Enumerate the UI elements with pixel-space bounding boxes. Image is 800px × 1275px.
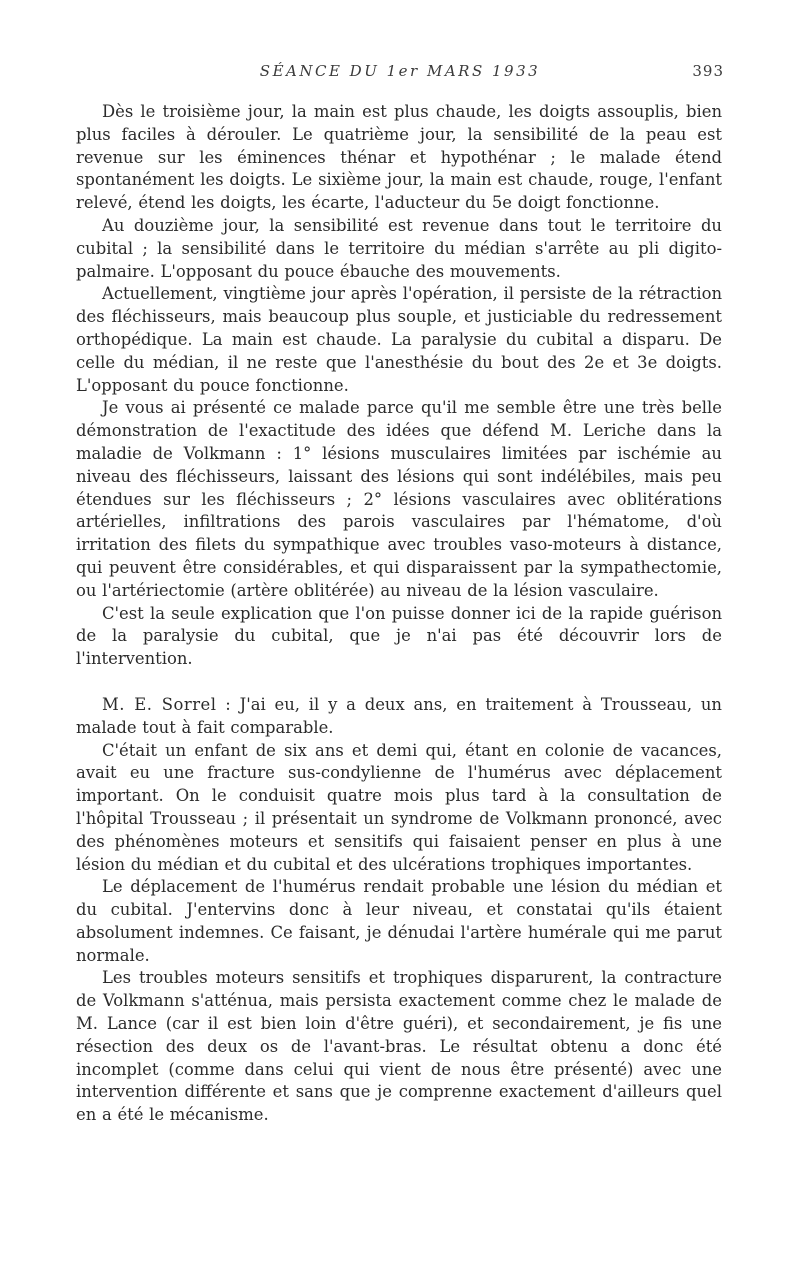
page-number: 393 xyxy=(692,62,724,80)
paragraph: Les troubles moteurs sensitifs et trophiques disparurent, la contracture de Volkmann s'atténua, mais persista exactement comme chez le malade de M. Lance (car il est bien loin d'être guéri), et secondairement, je fis une résection des deux os de l'avant-bras. Le résultat obtenu a donc été incomplet (comme dans celui qui vient de nous être présenté) avec une intervention différente et sans que je comprenne exactement d'ailleurs quel en a été le mécanisme. xyxy=(76,968,722,1125)
paragraph: C'est la seule explication que l'on puisse donner ici de la rapide guérison de la paralysie du cubital, que je n'ai pas été découvrir lors de l'intervention. xyxy=(76,603,722,669)
paragraph: Au douzième jour, la sensibilité est revenue dans tout le territoire du cubital ; la sensibilité dans le territoire du médian s'arrête au pli digito-palmaire. L'opposant du pouce ébauche des mouvements. xyxy=(76,215,722,281)
speaker-name: M. E. Sorrel xyxy=(102,694,217,714)
running-title: SÉANCE DU 1er MARS 1933 xyxy=(259,62,541,80)
discussion-opening-text: : J'ai eu, il y a deux ans, en traitement à Trousseau, un malade tout à fait comparable. xyxy=(76,694,722,737)
discussion-opening xyxy=(76,694,722,740)
paragraph: Je vous ai présenté ce malade parce qu'il me semble être une très belle démonstration de l'exactitude des idées que défend M. Leriche dans la maladie de Volkmann : 1° lésions musculaires limitées par ischémie au niveau des fléchisseurs, laissant des lésions qui sont indélébiles, mais peu étendues sur les fléchisseurs ; 2° lésions vasculaires avec oblitérations artérielles, infiltrations des parois vasculaires par l'hématome, d'où irritation des filets du sympathique avec troubles vaso-moteurs à distance, qui peuvent être considérables, et qui disparaissent par la sympathectomie, ou l'artériectomie (artère oblitérée) au niveau de la lésion vasculaire. xyxy=(76,398,722,600)
body-text xyxy=(76,101,722,1127)
running-head xyxy=(76,62,724,84)
paragraph: Dès le troisième jour, la main est plus chaude, les doigts assouplis, bien plus faciles à dérouler. Le quatrième jour, la sensibilité de la peau est revenue sur les éminences thénar et hypothénar ; le malade étend spontanément les doigts. Le sixième jour, la main est chaude, rouge, l'enfant relevé, étend les doigts, les écarte, l'aducteur du 5e doigt fonctionne. xyxy=(76,102,722,213)
paragraph: Actuellement, vingtième jour après l'opération, il persiste de la rétraction des fléchisseurs, mais beaucoup plus souple, et justiciable du redressement orthopédique. La main est chaude. La paralysie du cubital a disparu. De celle du médian, il ne reste que l'anesthésie du bout des 2e et 3e doigts. L'opposant du pouce fonctionne. xyxy=(76,284,722,395)
paragraph: Le déplacement de l'humérus rendait probable une lésion du médian et du cubital. J'entervins donc à leur niveau, et constatai qu'ils étaient absolument indemnes. Ce faisant, je dénudai l'artère humérale qui me parut normale. xyxy=(76,877,722,965)
paragraph: C'était un enfant de six ans et demi qui, étant en colonie de vacances, avait eu une fracture sus-condylienne de l'humérus avec déplacement important. On le conduisit quatre mois plus tard à la consultation de l'hôpital Trousseau ; il présentait un syndrome de Volkmann prononcé, avec des phénomènes moteurs et sensitifs qui faisaient penser en plus à une lésion du médian et du cubital et des ulcérations trophiques importantes. xyxy=(76,740,722,874)
